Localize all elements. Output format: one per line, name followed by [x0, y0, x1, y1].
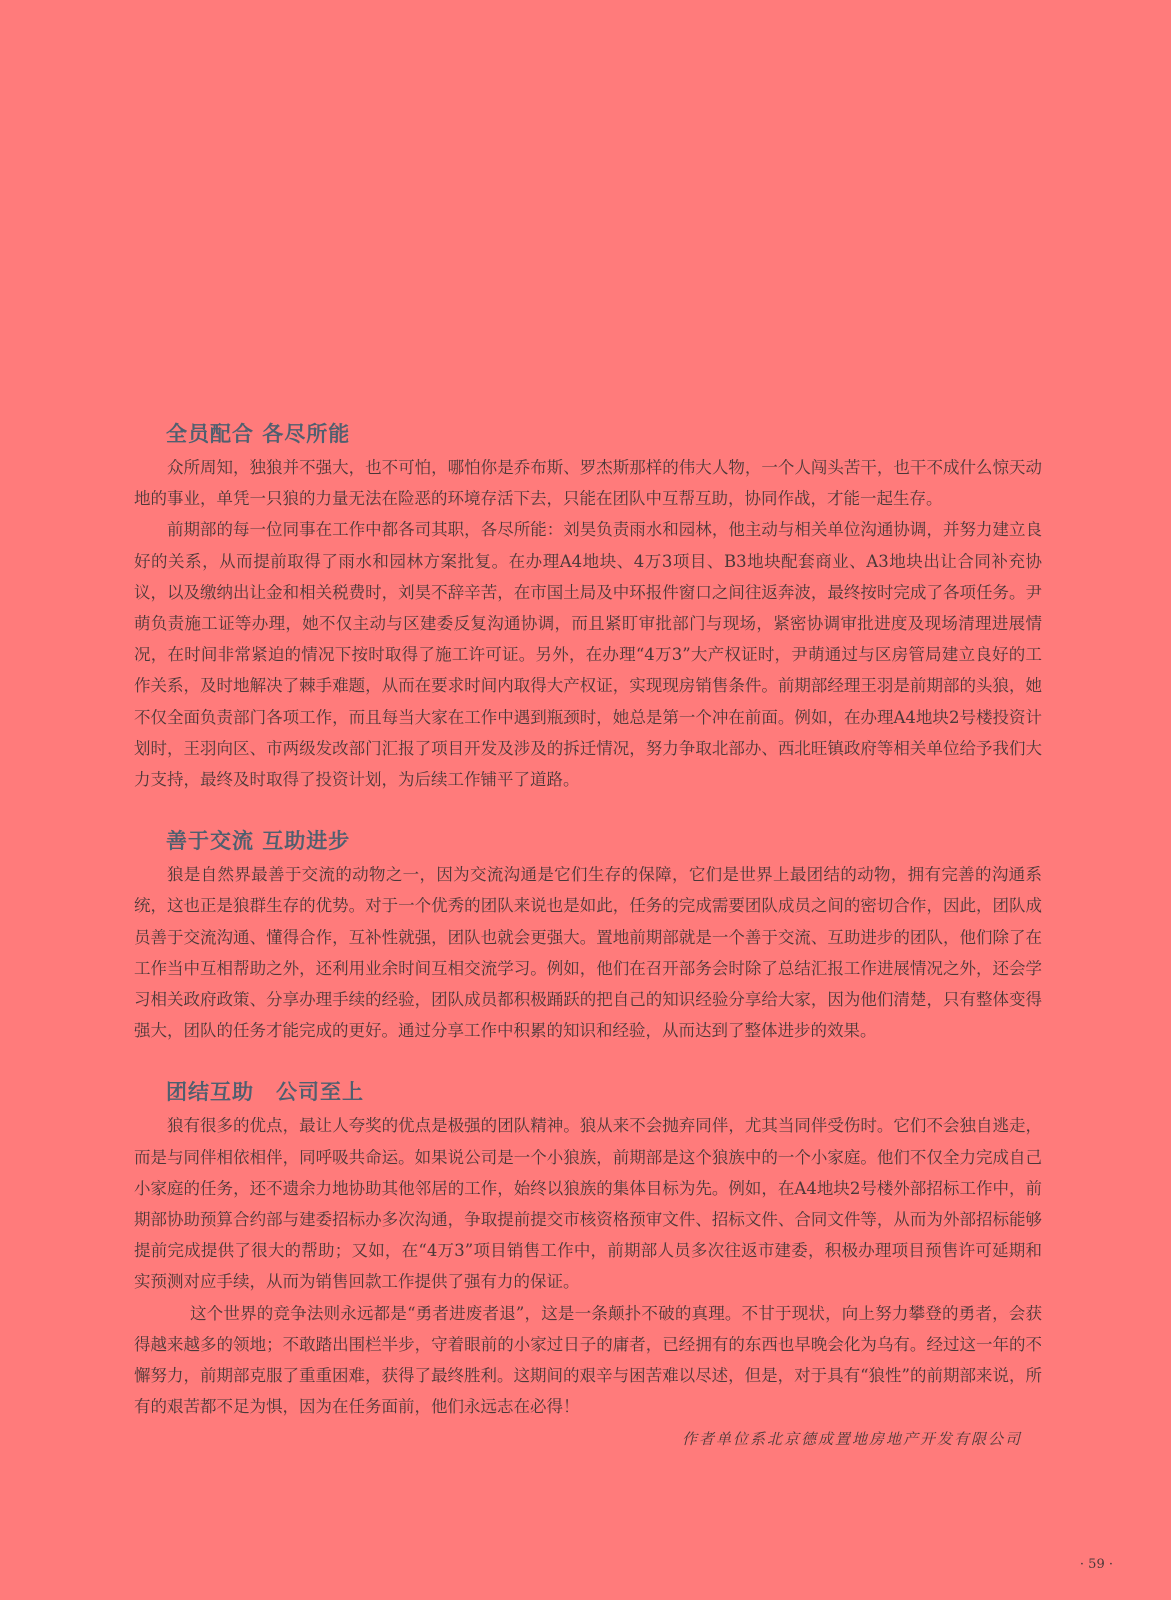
section-heading: 全员配合 各尽所能 [166, 422, 351, 446]
section-heading: 善于交流 互助进步 [166, 829, 351, 854]
paragraph: 狼有很多的优点，最让人夸奖的优点是极强的团队精神。狼从来不会抛弃同伴，尤其当同伴受伤时。它们不会独自逃走，而是与同伴相依相伴，同呼吸共命运。如果说公司是一个小狼族，前期部是这个狼族中的一个小家庭。他们不仅全力完成自己小家庭的任务，还不遗余力地协助其他邻居的工作，始终以狼族的集体目标为先。例如，在A4地块2号楼外部招标工作中，前期部协助预算合约部与建委招标办多次沟通，争取提前提交市核资格预审文件、招标文件、合同文件等，从而为外部招标能够提前完成提供了很大的帮助；又如，在“4万3”项目销售工作中，前期部人员多次往返市建委，积极办理项目预售许可延期和实预测对应手续，从而为销售回款工作提供了强有力的保证。 [134, 1116, 1042, 1292]
closing-paragraph: 这个世界的竞争法则永远都是“勇者进废者退”，这是一条颠扑不破的真理。不甘于现状，向上努力攀登的勇者，会获得越来越多的领地；不敢踏出围栏半步，守着眼前的小家过日子的庸者，已经拥有的东西也早晚会化为乌有。经过这一年的不懈努力，前期部克服了重重困难，获得了最终胜利。这期间的艰辛与困苦难以尽述，但是，对于具有“狼性”的前期部来说，所有的艰苦都不足为惧，因为在任务面前，他们永远志在必得！ [134, 1303, 1042, 1417]
section-heading: 团结互助 公司至上 [166, 1080, 364, 1105]
paragraph: 狼是自然界最善于交流的动物之一，因为交流沟通是它们生存的保障，它们是世界上最团结的动物，拥有完善的沟通系统，这也正是狼群生存的优势。对于一个优秀的团队来说也是如此，任务的完成需要团队成员之间的密切合作，因此，团队成员善于交流沟通、懂得合作，互补性就强，团队也就会更强大。置地前期部就是一个善于交流、互助进步的团队，他们除了在工作当中互相帮助之外，还利用业余时间互相交流学习。例如，他们在召开部务会时除了总结汇报工作进展情况之外，还会学习相关政府政策、分享办理手续的经验，团队成员都积极踊跃的把自己的知识经验分享给大家，因为他们清楚，只有整体变得强大，团队的任务才能完成的更好。通过分享工作中积累的知识和经验，从而达到了整体进步的效果。 [134, 865, 1042, 1041]
section-2 [134, 825, 1042, 1046]
page-number: · 59 · [1079, 1557, 1113, 1572]
section-3 [134, 1076, 1042, 1449]
paragraph: 众所周知，独狼并不强大，也不可怕，哪怕你是乔布斯、罗杰斯那样的伟大人物，一个人闯头苦干，也干不成什么惊天动地的事业，单凭一只狼的力量无法在险恶的环境存活下去，只能在团队中互帮互助，协同作战，才能一起生存。 [134, 458, 1042, 509]
article-body [134, 418, 1042, 1449]
author-byline: 作者单位系北京德成置地房地产开发有限公司 [681, 1430, 1022, 1449]
paragraph: 前期部的每一位同事在工作中都各司其职，各尽所能：刘昊负责雨水和园林，他主动与相关单位沟通协调，并努力建立良好的关系，从而提前取得了雨水和园林方案批复。在办理A4地块、4万3项目、B3地块配套商业、A3地块出让合同补充协议，以及缴纳出让金和相关税费时，刘昊不辞辛苦，在市国土局及中环报件窗口之间往返奔波，最终按时完成了各项任务。尹萌负责施工证等办理，她不仅主动与区建委反复沟通协调，而且紧盯审批部门与现场，紧密协调审批进度及现场清理进展情况，在时间非常紧迫的情况下按时取得了施工许可证。另外，在办理“4万3”大产权证时，尹萌通过与区房管局建立良好的工作关系，及时地解决了棘手难题，从而在要求时间内取得大产权证，实现现房销售条件。前期部经理王羽是前期部的头狼，她不仅全面负责部门各项工作，而且每当大家在工作中遇到瓶颈时，她总是第一个冲在前面。例如，在办理A4地块2号楼投资计划时，王羽向区、市两级发改部门汇报了项目开发及涉及的拆迁情况，努力争取北部办、西北旺镇政府等相关单位给予我们大力支持，最终及时取得了投资计划，为后续工作铺平了道路。 [134, 520, 1042, 790]
section-1 [134, 418, 1042, 795]
